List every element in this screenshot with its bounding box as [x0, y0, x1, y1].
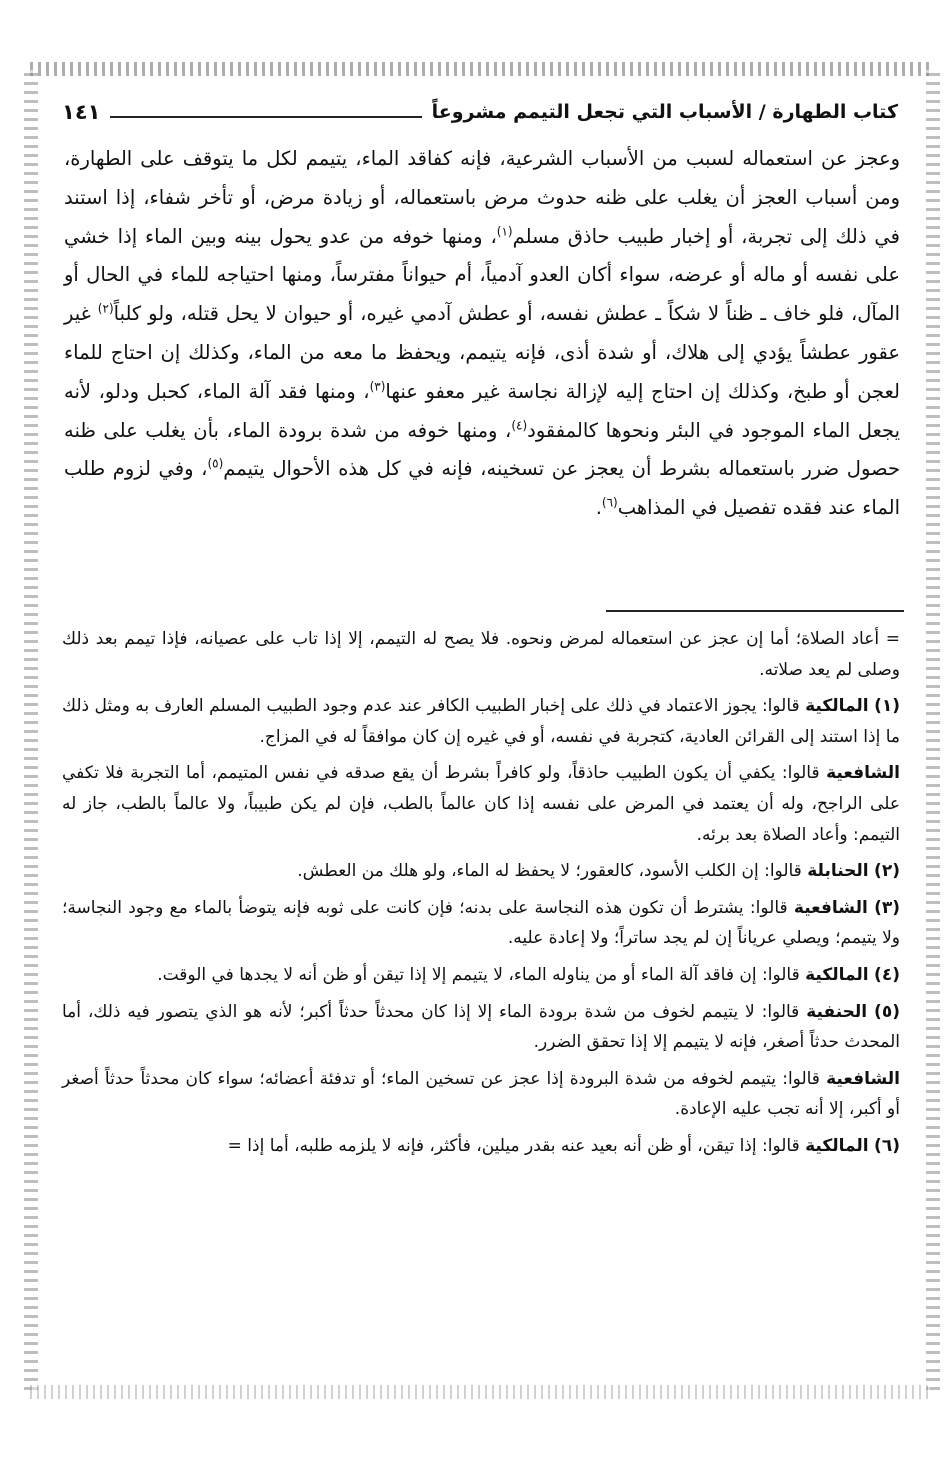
footnote-divider — [606, 610, 904, 612]
school-name: الشافعية — [826, 1068, 900, 1089]
footnote-continuation — [62, 624, 900, 685]
footnote-ref-6[interactable]: (٦) — [601, 495, 618, 510]
footnote-number: (٣) — [874, 897, 901, 918]
footnote-number: (٢) — [874, 861, 900, 882]
footnote-3 — [62, 893, 900, 954]
continuation-mark: = — [885, 629, 901, 649]
footnote-text: قالوا: إذا تيقن، أو ظن أنه بعيد عنه بقدر ميلين، فأكثر، فإنه لا يلزمه طلبه، أما إذا — [247, 1135, 806, 1156]
footnote-6 — [62, 1131, 900, 1162]
footnote-text: قالوا: يجوز الاعتماد في ذلك على إخبار الطبيب الكافر عند عدم وجود الطبيب المسلم العارف به ومثل ذلك ما إذا استند إلى القرائن العادية، كتجربة في نفسه، أو في غيره إن كان موافقاً له في المزاج. — [62, 696, 900, 747]
footnote-text: قالوا: يتيمم لخوفه من شدة البرودة إذا عجز عن تسخين الماء؛ أو تدفئة أعضائه؛ سواء كان محدثاً حدثاً أصغر أو أكبر، إلا أنه تجب عليه الإعادة. — [62, 1068, 900, 1120]
footnote-ref-5[interactable]: (٥) — [207, 456, 224, 471]
ornamental-border-left — [24, 70, 38, 1390]
footnote-text: قالوا: إن فاقد آلة الماء أو من يناوله الماء، لا يتيمم إلا إذا تيقن أو ظن أنه لا يجدها في الوقت. — [157, 964, 806, 985]
header-rule — [110, 116, 421, 118]
ornamental-border-right — [926, 70, 940, 1390]
ornamental-border-bottom — [30, 1385, 930, 1399]
body-segment: وعجز عن استعماله لسبب من الأسباب الشرعية، فإنه كفاقد الماء، يتيمم لكل ما يتوقف على الطهارة، ومن أسباب العجز أن يغلب على ظنه حدوث مرض باستعماله، أو زيادة مرض، أو تأخر شفاء، إذا استند في ذلك إلى تجربة، أو إخبار طبيب حاذق مسلم — [64, 147, 900, 248]
main-body-text — [64, 140, 900, 528]
continuation-mark: = — [227, 1135, 242, 1156]
school-name: الشافعية — [826, 763, 900, 784]
school-name: الحنفية — [806, 1001, 868, 1022]
footnote-text: قالوا: لا يتيمم لخوف من شدة برودة الماء إلا إذا كان محدثاً حدثاً أكبر؛ لأنه هو الذي يتصور فيه ذلك، أما المحدث حدثاً أصغر، فإنه لا يتيمم إلا إذا تحقق الضرر. — [62, 1001, 900, 1053]
footnote-text: أعاد الصلاة؛ أما إن عجز عن استعماله لمرض ونحوه. فلا يصح له التيمم، إلا إذا تاب على عصيانه، فإذا تيمم بعد ذلك وصلى لم يعد صلاته. — [62, 629, 900, 680]
footnote-2 — [62, 856, 900, 887]
footnote-4 — [62, 960, 900, 991]
school-name: المالكية — [805, 964, 869, 985]
footnote-1-shafii — [62, 758, 900, 850]
page-header — [62, 94, 898, 130]
footnote-ref-1[interactable]: (١) — [496, 224, 513, 239]
school-name: الشافعية — [793, 897, 868, 918]
school-name: الحنابلة — [807, 861, 869, 882]
footnote-ref-2[interactable]: (٢) — [97, 301, 114, 316]
footnote-number: (١) — [874, 696, 901, 717]
footnote-text: قالوا: يشترط أن تكون هذه النجاسة على بدنه؛ فإن كانت على ثوبه فإنه يتوضأ بالماء مع وجود النجاسة؛ ولا يتيمم؛ ويصلي عرياناً إن لم يجد ساتراً؛ ولا إعادة عليه. — [62, 897, 900, 949]
school-name: المالكية — [805, 1135, 869, 1156]
footnote-number: (٥) — [874, 1001, 900, 1022]
chapter-title: كتاب الطهارة / الأسباب التي تجعل التيمم مشروعاً — [431, 101, 898, 123]
body-segment: غير عقور عطشاً يؤدي إلى هلاك، أو شدة أذى، فإنه يتيمم، ويحفظ ما معه من الماء، وكذلك إن احتاج للماء لعجن أو طبخ، وكذلك إن احتاج إليه لإزالة نجاسة غير معفو عنها — [64, 302, 900, 403]
ornamental-border-top — [30, 62, 930, 76]
body-segment: ، ومنها فقد آلة الماء، كحبل ودلو، لأنه يجعل الماء الموجود في البئر ونحوها كالمفقود — [64, 379, 900, 442]
body-segment: ، ومنها خوفه من عدو يحول بينه وبين الماء إذا خشي على نفسه أو ماله أو عرضه، سواء أكان العدو آدمياً، أم حيواناً مفترساً، ومنها احتياجه للماء في الحال أو المآل، فلو خاف ـ ظناً لا شكاً ـ عطش نفسه، أو عطش آدمي غيره، أو حيوان لا يحل قتله، ولو كلباً — [64, 224, 900, 326]
footnote-5 — [62, 997, 900, 1058]
footnotes-section — [62, 624, 900, 1168]
body-segment: . — [595, 496, 602, 520]
footnote-text: قالوا: يكفي أن يكون الطبيب حاذقاً، ولو كافراً بشرط أن يقع صدقه في نفس المتيمم، أما التجربة فلا تكفي على الراجح، وله أن يعتمد في المرض على نفسه إذا كان عالماً بالطب، فإن لم يكن طبيباً، ولا عالماً بالطب، جاز له التيمم: وأعاد الصلاة بعد برئه. — [62, 763, 900, 845]
footnote-text: قالوا: إن الكلب الأسود، كالعقور؛ لا يحفظ له الماء، ولو هلك من العطش. — [297, 861, 808, 882]
footnote-1 — [62, 691, 900, 752]
footnote-5-shafii — [62, 1064, 900, 1125]
page-number: ١٤١ — [62, 100, 101, 124]
footnote-number: (٦) — [874, 1135, 900, 1156]
school-name: المالكية — [805, 696, 869, 717]
footnote-number: (٤) — [874, 964, 900, 985]
footnote-ref-4[interactable]: (٤) — [511, 418, 528, 433]
body-segment: ، ومنها خوفه من شدة برودة الماء، بأن يغلب على ظنه حصول ضرر باستعماله بشرط أن يعجز عن تسخينه، فإنه في كل هذه الأحوال يتيمم — [64, 418, 900, 481]
body-segment: ، وفي لزوم طلب الماء عند فقده تفصيل في المذاهب — [64, 457, 900, 520]
footnote-ref-3[interactable]: (٣) — [369, 379, 386, 394]
